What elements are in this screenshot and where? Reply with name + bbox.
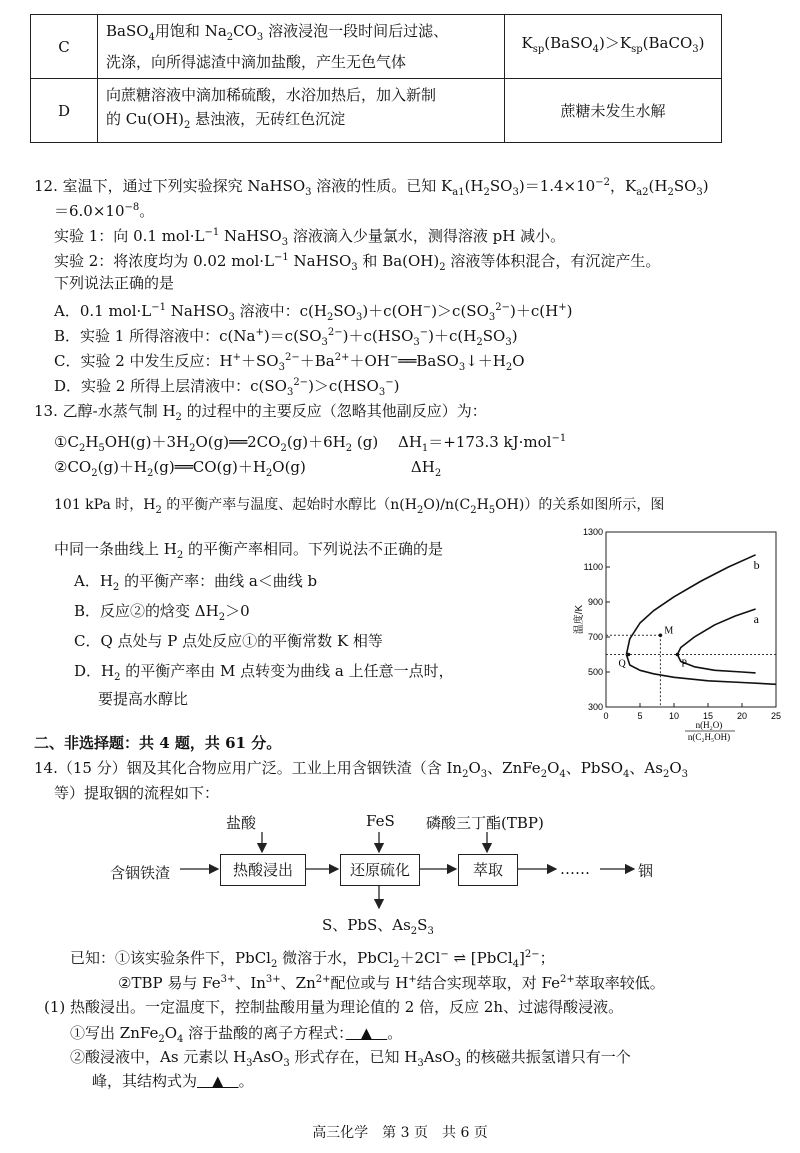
option-table	[30, 14, 722, 143]
x-tick-label: 5	[637, 711, 643, 721]
q14-stem: 14.（15 分）铟及其化合物应用广泛。工业上用含铟铁渣（含 $In_2O_3$、$ZnFe_2O_4$、PbSO$_4$、$As_2O_3$	[34, 759, 689, 780]
row-label: D	[31, 79, 98, 143]
reagent-hcl: 盐酸	[226, 814, 257, 832]
flow-step-leach: 热酸浸出	[220, 854, 306, 886]
h2-yield-chart	[572, 522, 787, 747]
q13-option-d: D．$H_2$ 的平衡产率由 M 点转变为曲线 a 上任意一点时，	[74, 662, 454, 683]
q14-known-2: ②TBP 易与 $Fe^{3+}$、$In^{3+}$、$Zn^{2+}$配位或与 H+结合实现萃取，对 $Fe^{2+}$萃取率较低。	[118, 974, 665, 992]
point-label-M: M	[664, 625, 674, 637]
q14-sub-1-2: ②酸浸液中，As 元素以 $H_3AsO_3$ 形式存在，已知 $H_3AsO_3$ 的核磁共振氢谱只有一个	[70, 1048, 631, 1069]
q14-sub-1: (1) 热酸浸出。一定温度下，控制盐酸用量为理论值的 2 倍，反应 2h、过滤得酸浸液。	[44, 998, 624, 1016]
x-axis-label-den: n(C₂H₅OH)	[687, 732, 731, 742]
q12-stem: $=6.0\times 10^{-8}$。	[54, 202, 155, 220]
x-tick-label: 10	[668, 711, 680, 721]
x-axis-label-num: n(H₂O)	[695, 720, 723, 730]
curve-label-a: a	[753, 612, 759, 626]
q12-option-b: B．实验 1 所得溶液中：$c(Na^+)=c(SO_3^{2-})+c(HSO_3^-)+c(H_2SO_3)$	[54, 327, 518, 348]
point-M	[659, 633, 663, 637]
q14-sub-1-2-cont: 峰，其结构式为 ▲ 。	[92, 1072, 254, 1090]
q13-option-d-cont: 要提高水醇比	[98, 690, 189, 708]
flow-output: 铟	[638, 862, 654, 880]
point-Q	[627, 653, 631, 657]
page-footer: 高三化学 第 3 页 共 6 页	[312, 1125, 488, 1141]
curve-label-b: b	[753, 557, 760, 572]
reagent-fes: FeS	[366, 812, 395, 830]
point-P	[676, 653, 680, 657]
q13-option-c: C．Q 点处与 P 点处反应①的平衡常数 K 相等	[74, 632, 383, 650]
section-heading: 二、非选择题：共 4 题，共 61 分。	[34, 734, 282, 752]
q12-experiment-2: 实验 2：将浓度均为 0.02 $mol\cdot L^{-1}$ NaHSO$_3$ 和 $Ba(OH)_2$ 溶液等体积混合，有沉淀产生。	[54, 252, 661, 273]
table-row	[31, 79, 722, 143]
q12-prompt: 下列说法正确的是	[54, 274, 175, 292]
point-label-P: P	[681, 658, 687, 670]
flow-input: 含铟铁渣	[110, 864, 171, 882]
q14-known-1: 已知：①该实验条件下，PbCl$_2$ 微溶于水，PbCl$_2$＋2Cl− ⇌ [PbCl$_4$]$^{2-}$；	[70, 949, 555, 970]
row-operation: BaSO$_4$用饱和 $Na_2CO_3$ 溶液浸泡一段时间后过滤、 洗涤，向所得滤渣中滴加盐酸，产生无色气体	[98, 15, 505, 79]
q12-experiment-1: 实验 1：向 0.1 $mol\cdot L^{-1}$ NaHSO$_3$ 溶液滴入少量氯水，测得溶液 pH 减小。	[54, 227, 566, 248]
row-conclusion: 蔗糖未发生水解	[505, 79, 722, 143]
y-tick-label: 700	[587, 632, 603, 642]
x-tick-label: 15	[702, 711, 714, 721]
flow-arrows	[0, 800, 800, 920]
y-tick-label: 900	[587, 597, 603, 607]
flow-step-extract: 萃取	[458, 854, 518, 886]
table-row	[31, 15, 722, 79]
x-tick-label: 0	[603, 711, 609, 721]
q12-stem: 12. 室温下，通过下列实验探究 NaHSO$_3$ 溶液的性质。已知 $K_{a1}(H_2SO_3)=1.4\times 10^{-2}$，$K_{a2}(H_2SO_3)$	[34, 177, 709, 198]
curve-a	[677, 609, 755, 673]
y-tick-label: 1300	[582, 527, 603, 537]
q13-option-b: B．反应②的焓变 $\Delta H_2>0$	[74, 602, 250, 623]
row-operation: 向蔗糖溶液中滴加稀硫酸，水浴加热后，加入新制 的 $Cu(OH)_2$ 悬浊液，无砖红色沉淀	[98, 79, 505, 143]
y-tick-label: 1100	[583, 562, 603, 572]
q12-option-d: D．实验 2 所得上层清液中：$c(SO_3^{2-})>c(HSO_3^-)$	[54, 377, 400, 398]
q13-stem-2: 101 kPa 时，$H_2$ 的平衡产率与温度、起始时水醇比$(n(H_2O)/n(C_2H_5OH))$的关系如图所示，图	[54, 497, 665, 516]
flow-byproduct: S、PbS、$As_2S_3$	[322, 916, 434, 937]
q13-stem-3: 中同一条曲线上 $H_2$ 的平衡产率相同。下列说法不正确的是	[54, 540, 444, 561]
row-conclusion: $K_{sp}(BaSO_4)>K_{sp}(BaCO_3)$	[505, 15, 722, 79]
y-tick-label: 500	[587, 667, 603, 677]
q13-reaction-1: $①C_2H_5OH(g)+3H_2O(g)══2CO_2(g)+6H_2$ (g) $\Delta H_1=+173.3$ kJ·mol$^{-1}$	[54, 433, 567, 454]
x-tick-label: 20	[736, 711, 748, 721]
row-label: C	[31, 15, 98, 79]
y-axis-label: 温度/K	[574, 604, 585, 635]
chart-frame	[606, 532, 776, 707]
point-label-Q: Q	[618, 658, 626, 670]
reagent-tbp: 磷酸三丁酯(TBP)	[426, 814, 544, 832]
x-tick-label: 25	[770, 711, 782, 721]
q14-stem-2: 等）提取铟的流程如下：	[54, 784, 220, 802]
q13-reaction-2: $②CO_2(g)+H_2(g)══CO(g)+H_2O(g)$ $\Delta H_2$	[54, 458, 442, 479]
q12-option-c: C．实验 2 中发生反应：$H^++SO_3^{2-}+Ba^{2+}+OH^-══BaSO_3↓+H_2O$	[54, 352, 525, 373]
flow-step-reduce: 还原硫化	[340, 854, 420, 886]
flow-dots: ……	[560, 860, 590, 878]
q14-sub-1-1: ①写出 $ZnFe_2O_4$ 溶于盐酸的离子方程式： ▲ 。	[70, 1024, 403, 1045]
q13-option-a: A．$H_2$ 的平衡产率：曲线 a＜曲线 b	[74, 572, 318, 593]
y-tick-label: 300	[587, 702, 603, 712]
q12-option-a: A．0.1 $mol\cdot L^{-1}$ NaHSO$_3$ 溶液中：$c(H_2SO_3)+c(OH^-)>c(SO_3^{2-})+c(H^+)$	[54, 302, 573, 323]
q13-stem: 13. 乙醇-水蒸气制 $H_2$ 的过程中的主要反应（忽略其他副反应）为：	[34, 402, 487, 423]
